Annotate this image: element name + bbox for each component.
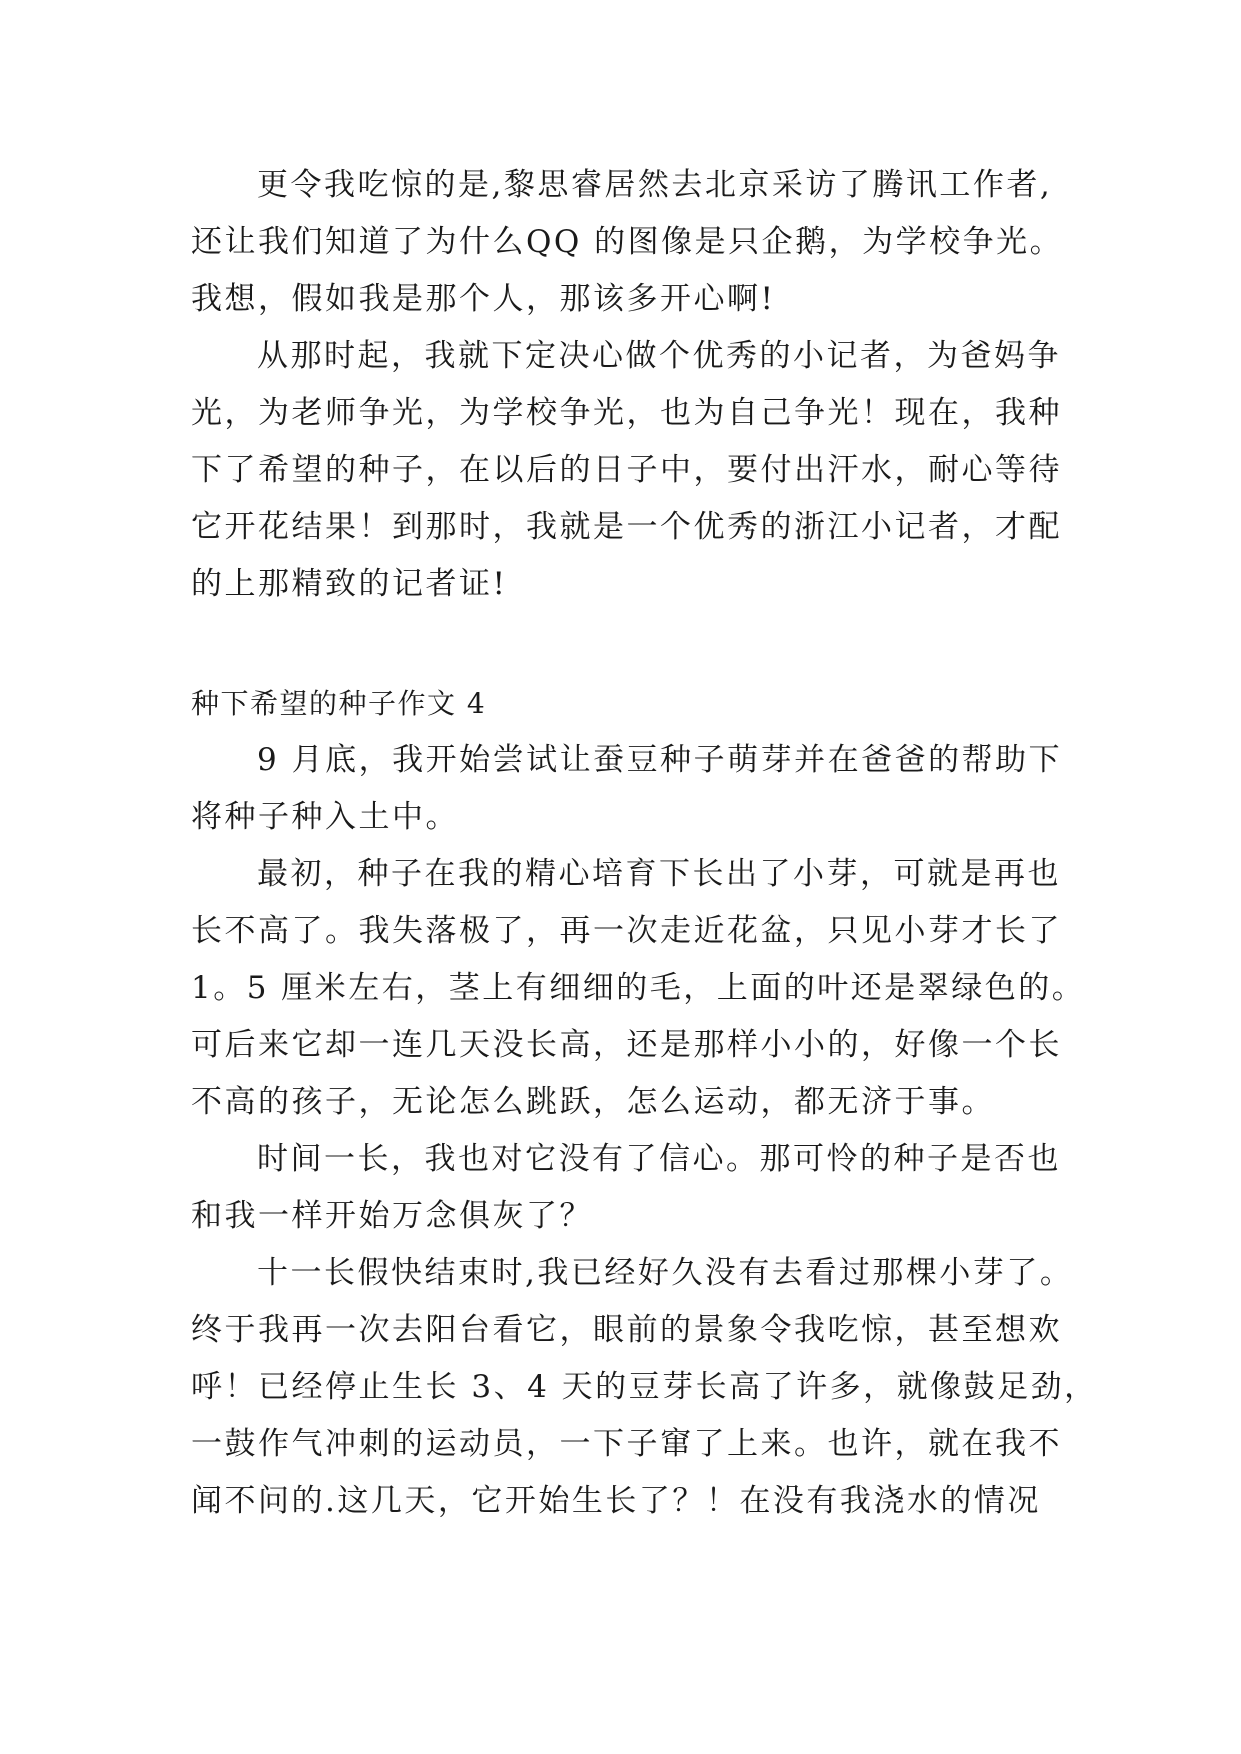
- paragraph-line: 下了希望的种子，在以后的日子中，要付出汗水，耐心等待: [191, 452, 1062, 488]
- paragraph-line: 从那时起，我就下定决心做个优秀的小记者，为爸妈争: [257, 338, 1061, 374]
- paragraph-line: 闻不问的.这几天，它开始生长了？！在没有我浇水的情况: [191, 1483, 1041, 1519]
- paragraph-line: 的上那精致的记者证!: [191, 566, 508, 602]
- section-title: 种下希望的种子作文 4: [191, 687, 487, 720]
- paragraph-line: 将种子种入土中。: [191, 799, 459, 835]
- paragraph-line: 更令我吃惊的是,黎思睿居然去北京采访了腾讯工作者,: [257, 167, 1053, 203]
- paragraph-line: 光，为老师争光，为学校争光，也为自己争光！现在，我种: [191, 395, 1062, 431]
- paragraph-line: 还让我们知道了为什么QQ 的图像是只企鹅，为学校争光。: [191, 224, 1064, 260]
- paragraph-line: 1。5 厘米左右，茎上有细细的毛，上面的叶还是翠绿色的。: [191, 970, 1086, 1006]
- paragraph-line: 长不高了。我失落极了，再一次走近花盆，只见小芽才长了: [191, 913, 1062, 949]
- paragraph-line: 可后来它却一连几天没长高，还是那样小小的，好像一个长: [191, 1027, 1062, 1063]
- paragraph-line: 时间一长，我也对它没有了信心。那可怜的种子是否也: [257, 1141, 1061, 1177]
- paragraph-line: 不高的孩子，无论怎么跳跃，怎么运动，都无济于事。: [191, 1084, 995, 1120]
- paragraph-line: 最初，种子在我的精心培育下长出了小芽，可就是再也: [257, 856, 1061, 892]
- paragraph-line: 和我一样开始万念俱灰了？: [191, 1198, 593, 1234]
- paragraph-line: 终于我再一次去阳台看它，眼前的景象令我吃惊，甚至想欢: [191, 1312, 1062, 1348]
- paragraph-line: 我想，假如我是那个人，那该多开心啊!: [191, 281, 776, 317]
- paragraph-line: 十一长假快结束时,我已经好久没有去看过那棵小芽了。: [257, 1255, 1074, 1291]
- paragraph-line: 它开花结果！到那时，我就是一个优秀的浙江小记者，才配: [191, 509, 1062, 545]
- paragraph-line: 一鼓作气冲刺的运动员，一下子窜了上来。也许，就在我不: [191, 1426, 1062, 1462]
- paragraph-line: 呼！已经停止生长 3、4 天的豆芽长高了许多，就像鼓足劲，: [191, 1369, 1098, 1405]
- paragraph-line: 9 月底，我开始尝试让蚕豆种子萌芽并在爸爸的帮助下: [257, 742, 1063, 778]
